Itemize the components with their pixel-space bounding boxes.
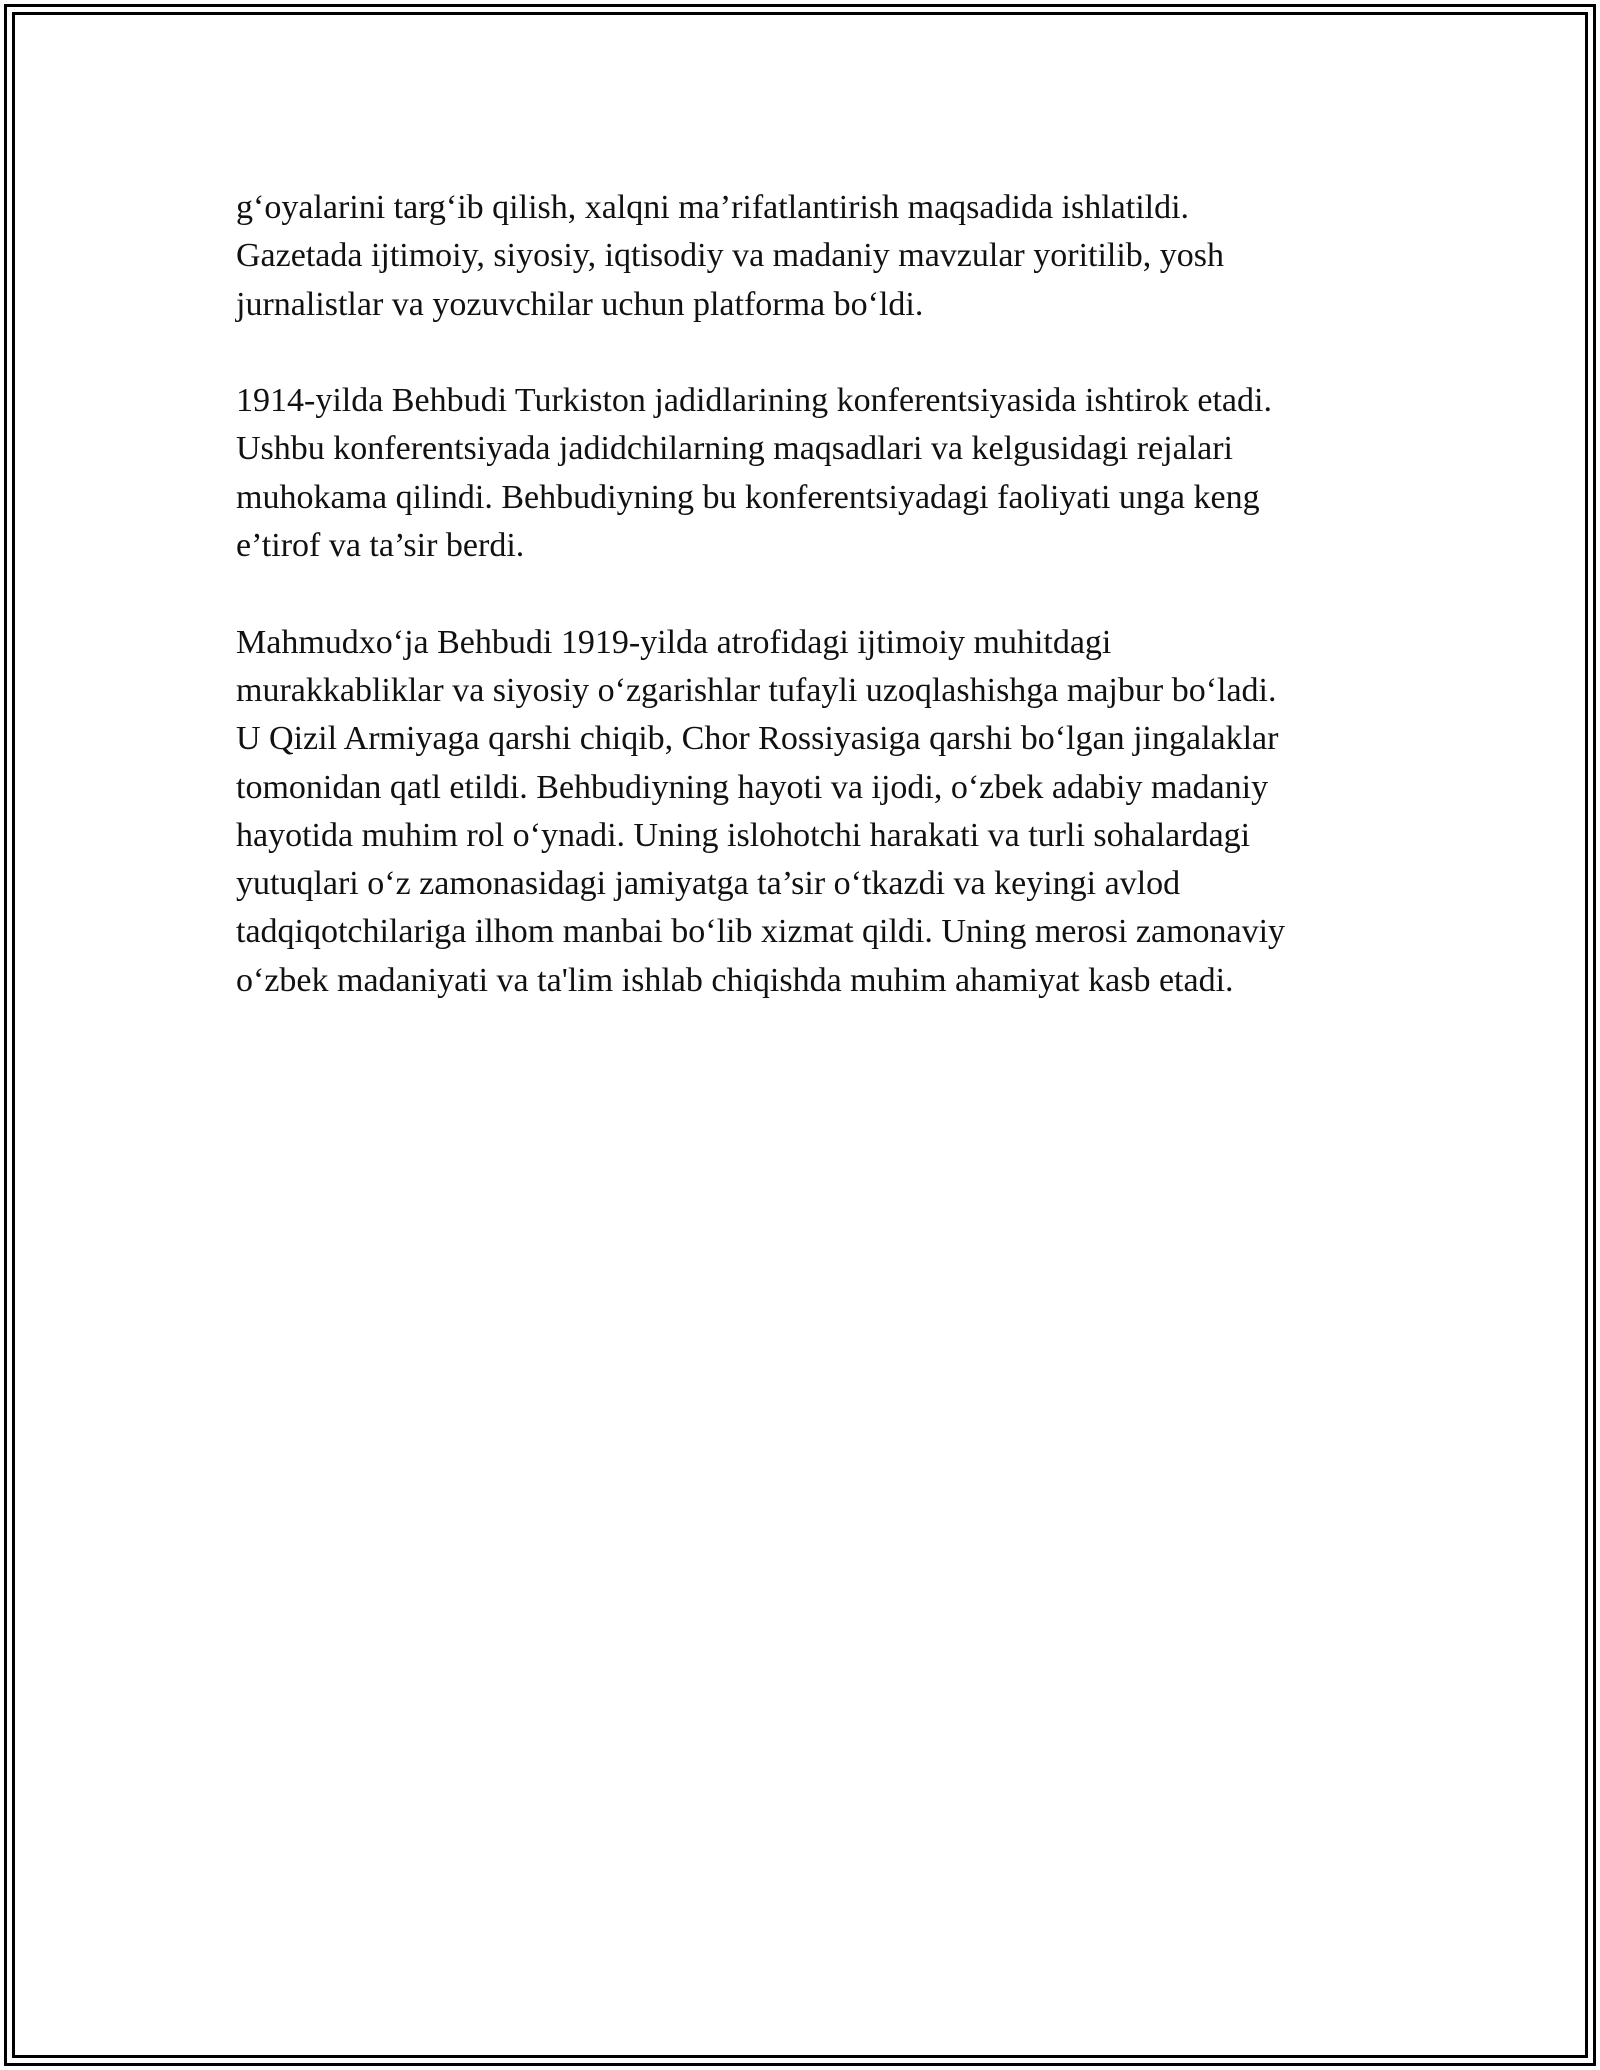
text-line: g‘oyalarini targ‘ib qilish, xalqni ma’rifatlantirish maqsadida ishlatildi. xyxy=(236,189,1190,226)
text-line: muhokama qilindi. Behbudiyning bu konferentsiyadagi faoliyati unga keng xyxy=(236,478,1260,516)
text-line: e’tirof va ta’sir berdi. xyxy=(236,527,525,565)
document-body xyxy=(236,184,1396,1053)
text-line: hayotida muhim rol o‘ynadi. Uning islohotchi harakati va turli sohalardagi xyxy=(236,816,1251,854)
text-line: Gazetada ijtimoiy, siyosiy, iqtisodiy va madaniy mavzular yoritilib, yosh xyxy=(236,237,1225,275)
text-line: jurnalistlar va yozuvchilar uchun platforma bo‘ldi. xyxy=(236,285,924,323)
paragraph-3 xyxy=(236,619,1396,1005)
paragraph-1 xyxy=(236,184,1396,329)
text-line: Ushbu konferentsiyada jadidchilarning maqsadlari va kelgusidagi rejalari xyxy=(236,430,1234,468)
text-line: tadqiqotchilariga ilhom manbai bo‘lib xizmat qildi. Uning merosi zamonaviy xyxy=(236,913,1286,951)
text-line: o‘zbek madaniyati va ta'lim ishlab chiqishda muhim ahamiyat kasb etadi. xyxy=(236,961,1234,999)
text-line: U Qizil Armiyaga qarshi chiqib, Chor Rossiyasiga qarshi bo‘lgan jingalaklar xyxy=(236,720,1279,758)
text-line: murakkabliklar va siyosiy o‘zgarishlar tufayli uzoqlashishga majbur bo‘ladi. xyxy=(236,671,1277,709)
text-line: Mahmudxo‘ja Behbudi 1919-yilda atrofidagi ijtimoiy muhitdagi xyxy=(236,623,1112,661)
text-line: yutuqlari o‘z zamonasidagi jamiyatga ta’sir o‘tkazdi va keyingi avlod xyxy=(236,865,1181,903)
text-line: tomonidan qatl etildi. Behbudiyning hayoti va ijodi, o‘zbek adabiy madaniy xyxy=(236,768,1269,806)
paragraph-2 xyxy=(236,377,1396,570)
text-line: 1914-yilda Behbudi Turkiston jadidlarining konferentsiyasida ishtirok etadi. xyxy=(236,382,1272,420)
